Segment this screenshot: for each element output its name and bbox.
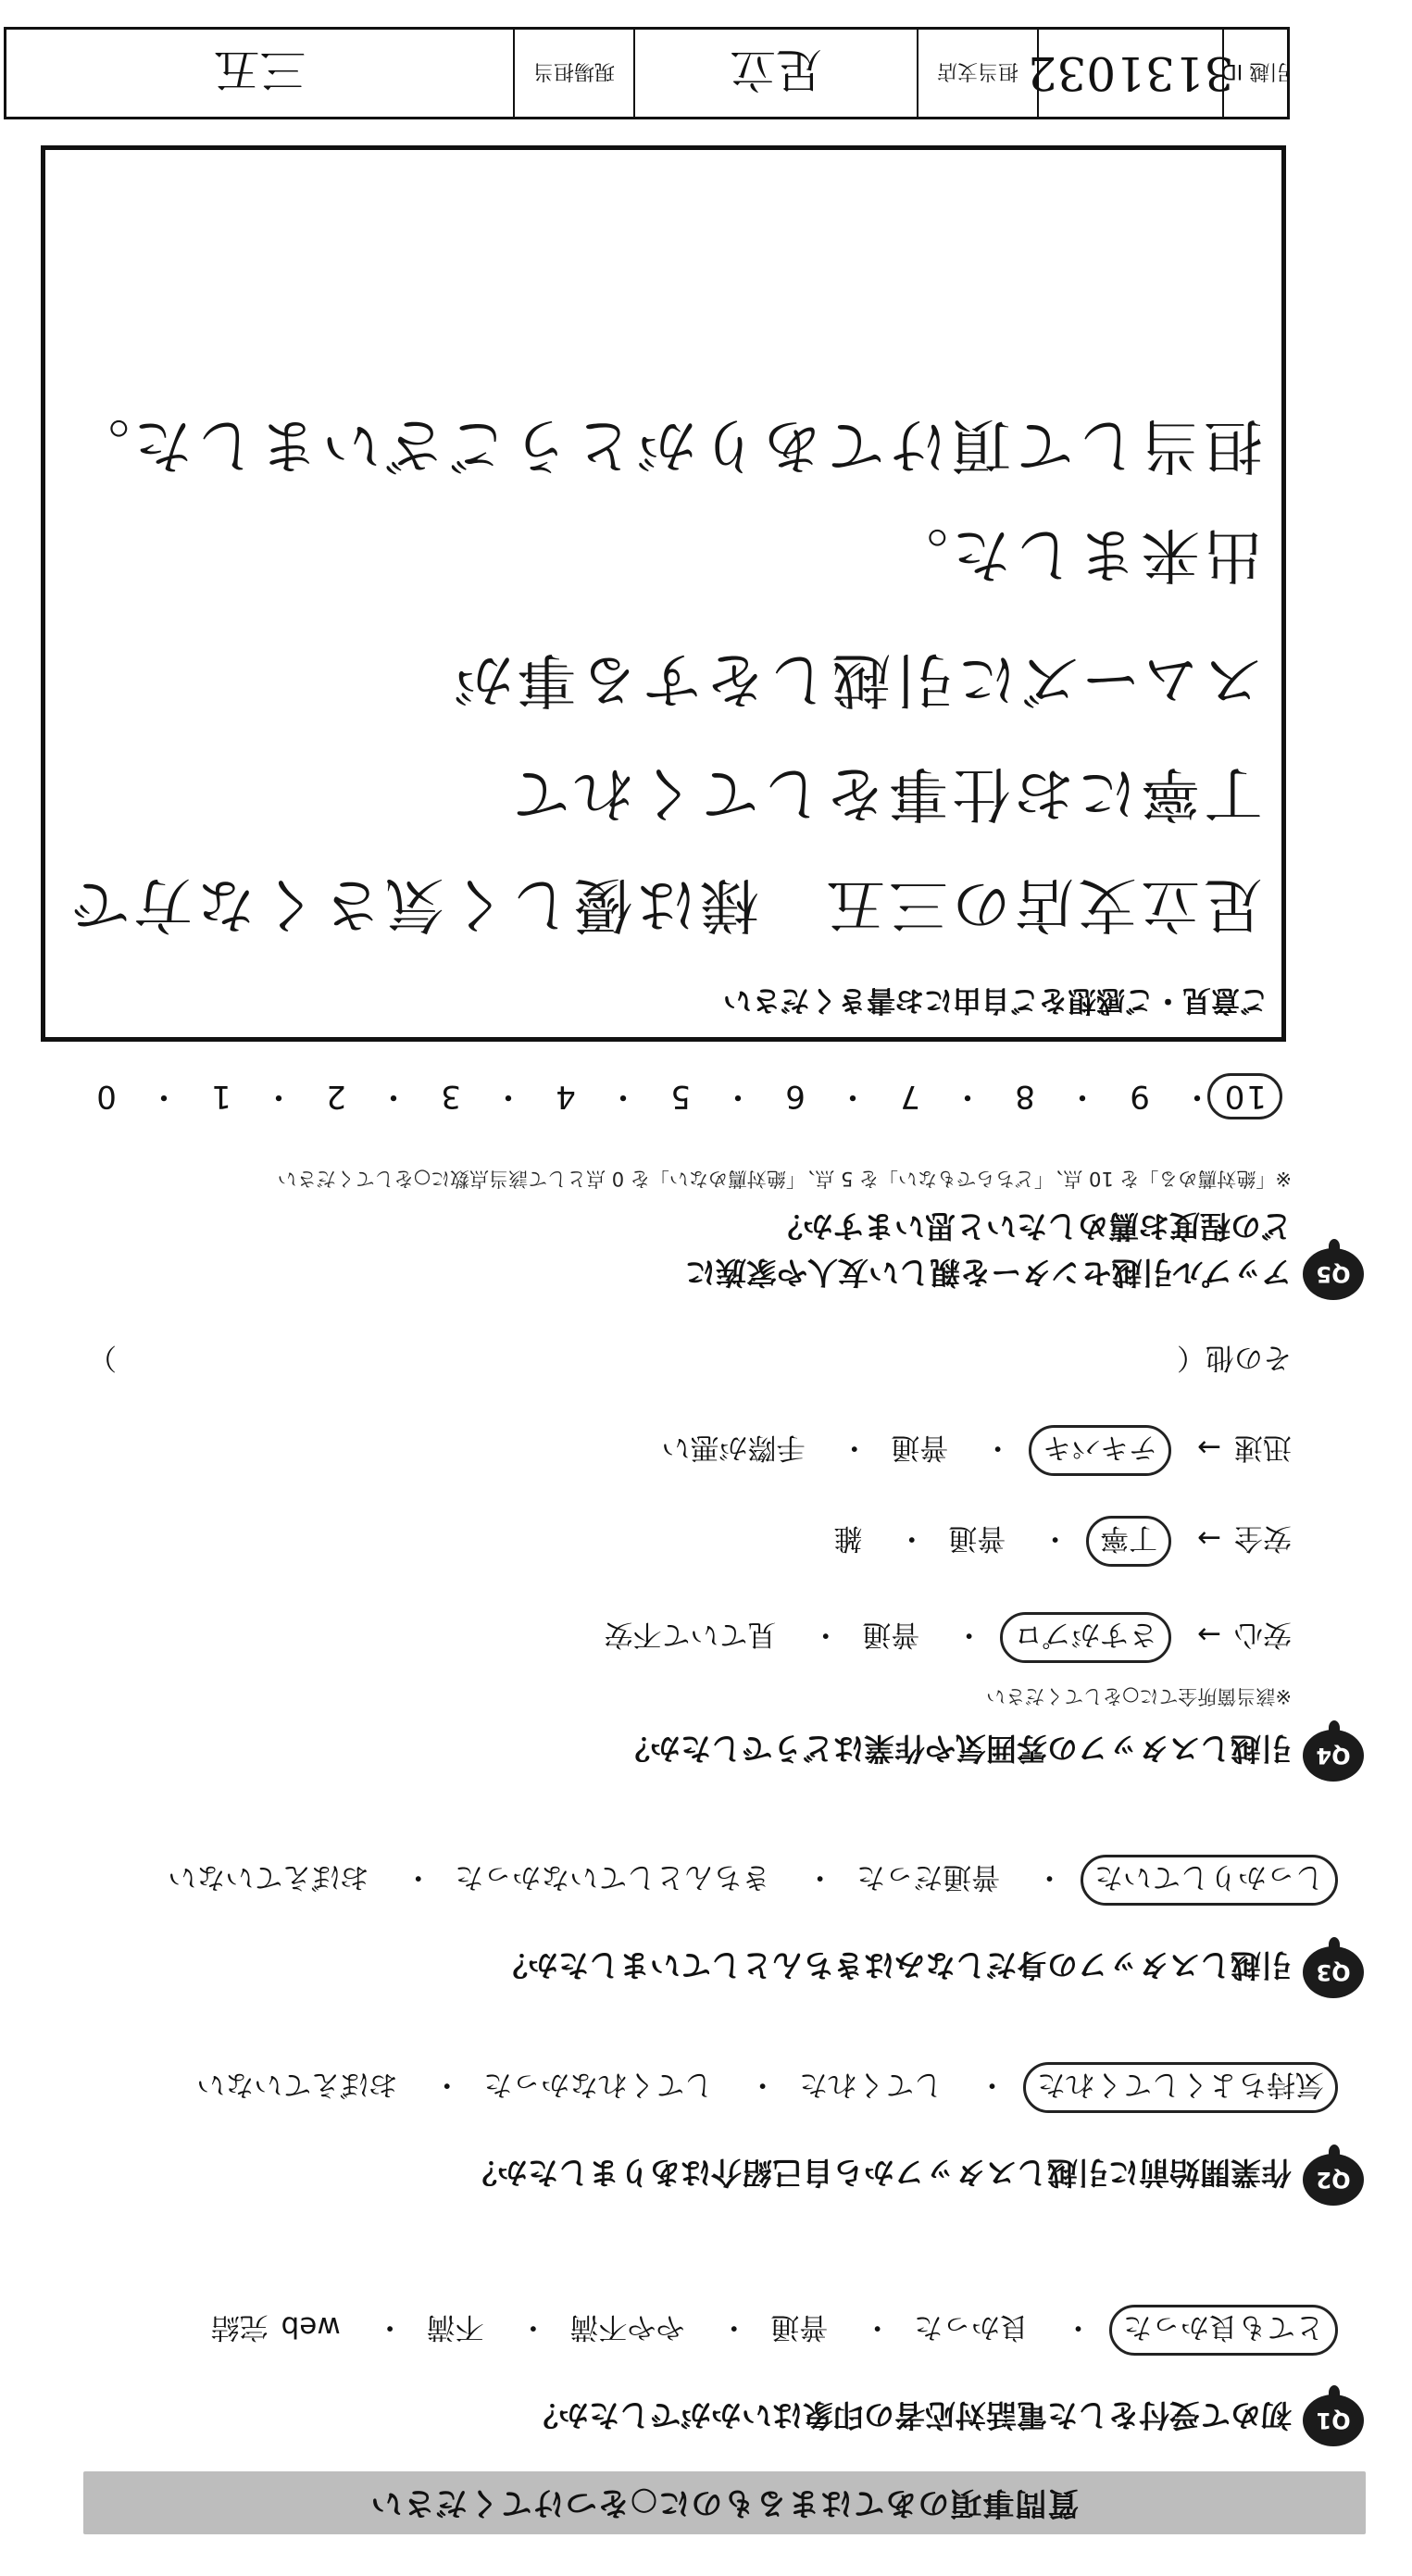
comment-line-1: 足立支店の三五 様は優しく気さくな方で	[67, 869, 1263, 938]
comment-line-4: 出来ました。	[885, 519, 1263, 588]
q4-row-2-option-2[interactable]: 普通	[948, 1521, 1006, 1555]
comment-line-2: 丁寧にお仕事をしてくれて	[507, 758, 1263, 827]
arrow-right-icon: →	[1197, 1521, 1221, 1555]
q4-row-jinsoku: 迅速→ テキパキ・ 普通・ 手際が悪い	[656, 1425, 1292, 1476]
branch-value: 足立	[730, 43, 822, 96]
q1-text: 初めて受付をした電話対応者の印象はいかがでしたか？	[528, 2397, 1292, 2433]
q2-option-1[interactable]: 気持ちよくしてくれた	[1023, 2062, 1338, 2113]
id-value: 3131032	[1027, 46, 1234, 100]
q2-text: 作業開始前に引越しスタッフから自己紹介はありましたか？	[467, 2155, 1292, 2191]
score-4[interactable]: 4	[554, 1078, 576, 1115]
branch-label: 担当支店	[937, 59, 1019, 83]
q1-option-2[interactable]: 良かった	[914, 2310, 1030, 2344]
q5-badge: Q5	[1303, 1248, 1364, 1300]
q4-text: 引越しスタッフの雰囲気や作業はどうでしたか？	[619, 1731, 1292, 1767]
q3-options: しっかりしていた・ 普通だった・ きちんとしていなかった・ おぼえていない	[162, 1855, 1338, 1906]
q2-options: 気持ちよくしてくれた・ してくれた・ してくれなかった・ おぼえていない	[191, 2062, 1338, 2113]
q4-row-3-option-2[interactable]: 普通	[891, 1431, 949, 1464]
info-table	[4, 27, 1290, 119]
q4-note: ※該当箇所全てに○をしてください	[986, 1685, 1292, 1707]
score-6[interactable]: 6	[783, 1078, 806, 1115]
q4-other	[88, 1340, 1292, 1382]
q5-text-line2: どの程度お薦めしたいと思いますか？	[772, 1208, 1292, 1244]
staff-label: 現場担当	[533, 59, 616, 83]
q1-badge: Q1	[1303, 2395, 1364, 2446]
arrow-right-icon: →	[1197, 1618, 1221, 1651]
q3-badge: Q3	[1303, 1946, 1364, 1998]
q2-option-2[interactable]: してくれた	[799, 2068, 943, 2101]
score-9[interactable]: 9	[1128, 1078, 1150, 1115]
score-5[interactable]: 5	[669, 1078, 691, 1115]
q3-option-1[interactable]: しっかりしていた	[1081, 1855, 1338, 1906]
instruction-text: 質問事項のあてはまるものに○をつけてください	[369, 2484, 1080, 2521]
q4-row-2-option-1[interactable]: 丁寧	[1086, 1516, 1171, 1567]
q4-other-label: その他（	[1177, 1341, 1292, 1374]
q4-row-2-option-3[interactable]: 雑	[833, 1521, 863, 1555]
q4-row-1-option-3[interactable]: 見ていて不安	[604, 1618, 777, 1651]
q3-option-2[interactable]: 普通だった	[856, 1860, 1001, 1894]
score-3[interactable]: 3	[439, 1078, 461, 1115]
comment-line-5: 担当して頂けてありがとうございました。	[67, 410, 1263, 479]
q2-option-4[interactable]: おぼえていない	[196, 2068, 398, 2101]
score-8[interactable]: 8	[1013, 1078, 1035, 1115]
q4-row-2-label: 安全	[1234, 1521, 1292, 1555]
comment-label: ご意見・ご感想をご自由にお書きください	[723, 983, 1268, 1017]
q1-option-6[interactable]: web 完結	[210, 2310, 341, 2344]
q3-option-4[interactable]: おぼえていない	[168, 1860, 369, 1894]
score-2[interactable]: 2	[324, 1078, 346, 1115]
score-10[interactable]: 10	[1207, 1073, 1282, 1119]
q1-option-5[interactable]: 不満	[426, 2310, 484, 2344]
comment-line-3: スムーズに引越しをする事が	[450, 644, 1263, 713]
q4-row-3-option-1[interactable]: テキパキ	[1029, 1425, 1171, 1476]
instruction-header	[83, 2471, 1366, 2534]
q1-option-3[interactable]: 普通	[770, 2310, 829, 2344]
arrow-right-icon: →	[1197, 1431, 1221, 1464]
q4-row-1-option-1[interactable]: さすがプロ	[1000, 1612, 1171, 1663]
q5-scale: 10・9・8・7・6・5・4・3・2・1・0	[77, 1077, 1282, 1122]
q4-row-anshin: 安心→ さすがプロ・ 普通・ 見ていて不安	[598, 1612, 1292, 1663]
q4-row-anzen: 安全→ 丁寧・ 普通・ 雑	[828, 1516, 1292, 1567]
q2-badge: Q2	[1303, 2154, 1364, 2206]
q4-badge: Q4	[1303, 1730, 1364, 1782]
staff-value: 三五	[213, 43, 306, 96]
q5-note: ※「絶対薦める」を 10 点、「どちらでもない」を 5 点、「絶対薦めない」を 0 点として該当点数に○をしてください	[277, 1168, 1292, 1190]
q4-row-3-label: 迅速	[1234, 1431, 1292, 1464]
q1-options: とても良かった・ 良かった・ 普通・ やや不満・ 不満・ web 完結	[206, 2305, 1338, 2356]
score-0[interactable]: 0	[94, 1078, 117, 1115]
q3-text: 引越しスタッフの身だしなみはきちんとしていましたか？	[497, 1947, 1292, 1983]
q3-option-3[interactable]: きちんとしていなかった	[455, 1860, 771, 1894]
q1-option-1[interactable]: とても良かった	[1109, 2305, 1338, 2356]
q4-row-3-option-3[interactable]: 手際が悪い	[661, 1431, 806, 1464]
comment-box[interactable]	[41, 145, 1286, 1042]
score-1[interactable]: 1	[209, 1078, 231, 1115]
id-label: 引越 ID	[1220, 59, 1291, 83]
q4-row-1-option-2[interactable]: 普通	[862, 1618, 920, 1651]
q4-row-1-label: 安心	[1234, 1618, 1292, 1651]
score-7[interactable]: 7	[898, 1078, 920, 1115]
q4-other-close: ）	[88, 1341, 117, 1374]
q2-option-3[interactable]: してくれなかった	[483, 2068, 714, 2101]
q5-text-line1: アップル引越センターを親しい友人や家族に	[684, 1255, 1292, 1291]
q1-option-4[interactable]: やや不満	[569, 2310, 685, 2344]
